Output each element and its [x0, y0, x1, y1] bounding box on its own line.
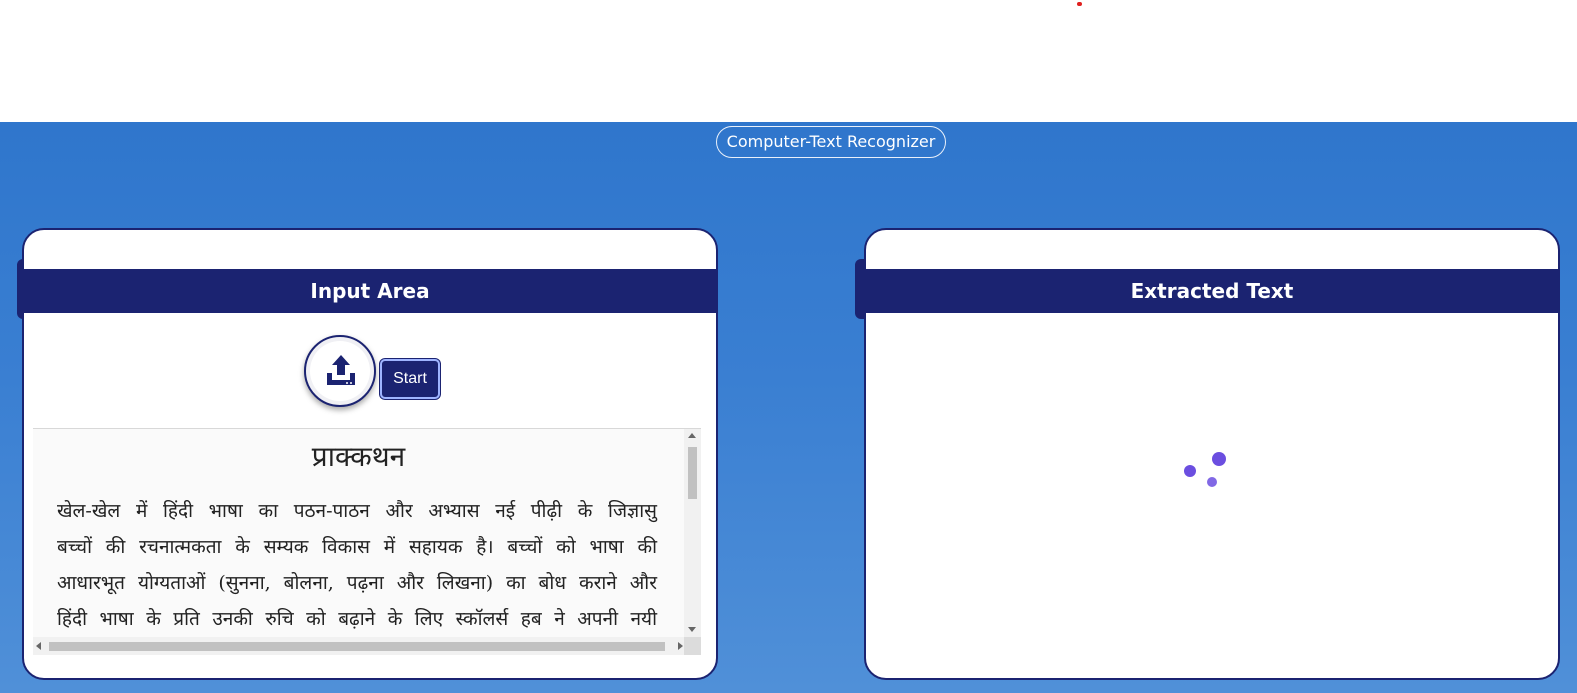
app-title-badge[interactable]: Computer-Text Recognizer — [716, 126, 946, 158]
start-button[interactable]: Start — [380, 359, 440, 399]
loader-dot — [1212, 452, 1226, 466]
input-panel-title: Input Area — [24, 269, 716, 313]
horizontal-scroll-thumb[interactable] — [49, 642, 665, 651]
loader-dot — [1207, 477, 1217, 487]
upload-button[interactable] — [304, 335, 376, 407]
document-line: आधारभूत योग्यताओं (सुनना, बोलना, पढ़ना और लिखना) का बोध कराने और — [57, 572, 657, 594]
indicator-dot — [1077, 2, 1082, 6]
horizontal-scrollbar[interactable] — [33, 637, 684, 655]
document-line: हिंदी भाषा के प्रति उनकी रुचि को बढ़ाने के लिए स्कॉलर्स हब ने अपनी नयी — [57, 608, 657, 630]
document-line: बच्चों की रचनात्मकता के सम्यक विकास में सहायक है। बच्चों को भाषा की — [57, 536, 657, 558]
document-preview[interactable] — [33, 428, 701, 655]
document-title: प्राक्कथन — [311, 440, 406, 473]
input-panel — [22, 228, 718, 680]
loader-dot — [1184, 465, 1196, 477]
document-line: खेल-खेल में हिंदी भाषा का पठन-पाठन और अभ्यास नई पीढ़ी के जिज्ञासु — [57, 500, 657, 522]
vertical-scrollbar[interactable] — [684, 429, 701, 637]
output-panel — [864, 228, 1560, 680]
scroll-up-icon[interactable] — [688, 433, 696, 438]
scroll-down-icon[interactable] — [688, 627, 696, 632]
scroll-left-icon[interactable] — [36, 642, 41, 650]
loading-spinner-icon — [1184, 452, 1228, 492]
vertical-scroll-thumb[interactable] — [688, 447, 697, 499]
output-panel-title: Extracted Text — [866, 269, 1558, 313]
document-image — [33, 429, 684, 637]
scroll-right-icon[interactable] — [678, 642, 683, 650]
top-bar — [0, 0, 1577, 122]
upload-icon — [324, 353, 358, 389]
scrollbar-corner — [684, 637, 701, 655]
